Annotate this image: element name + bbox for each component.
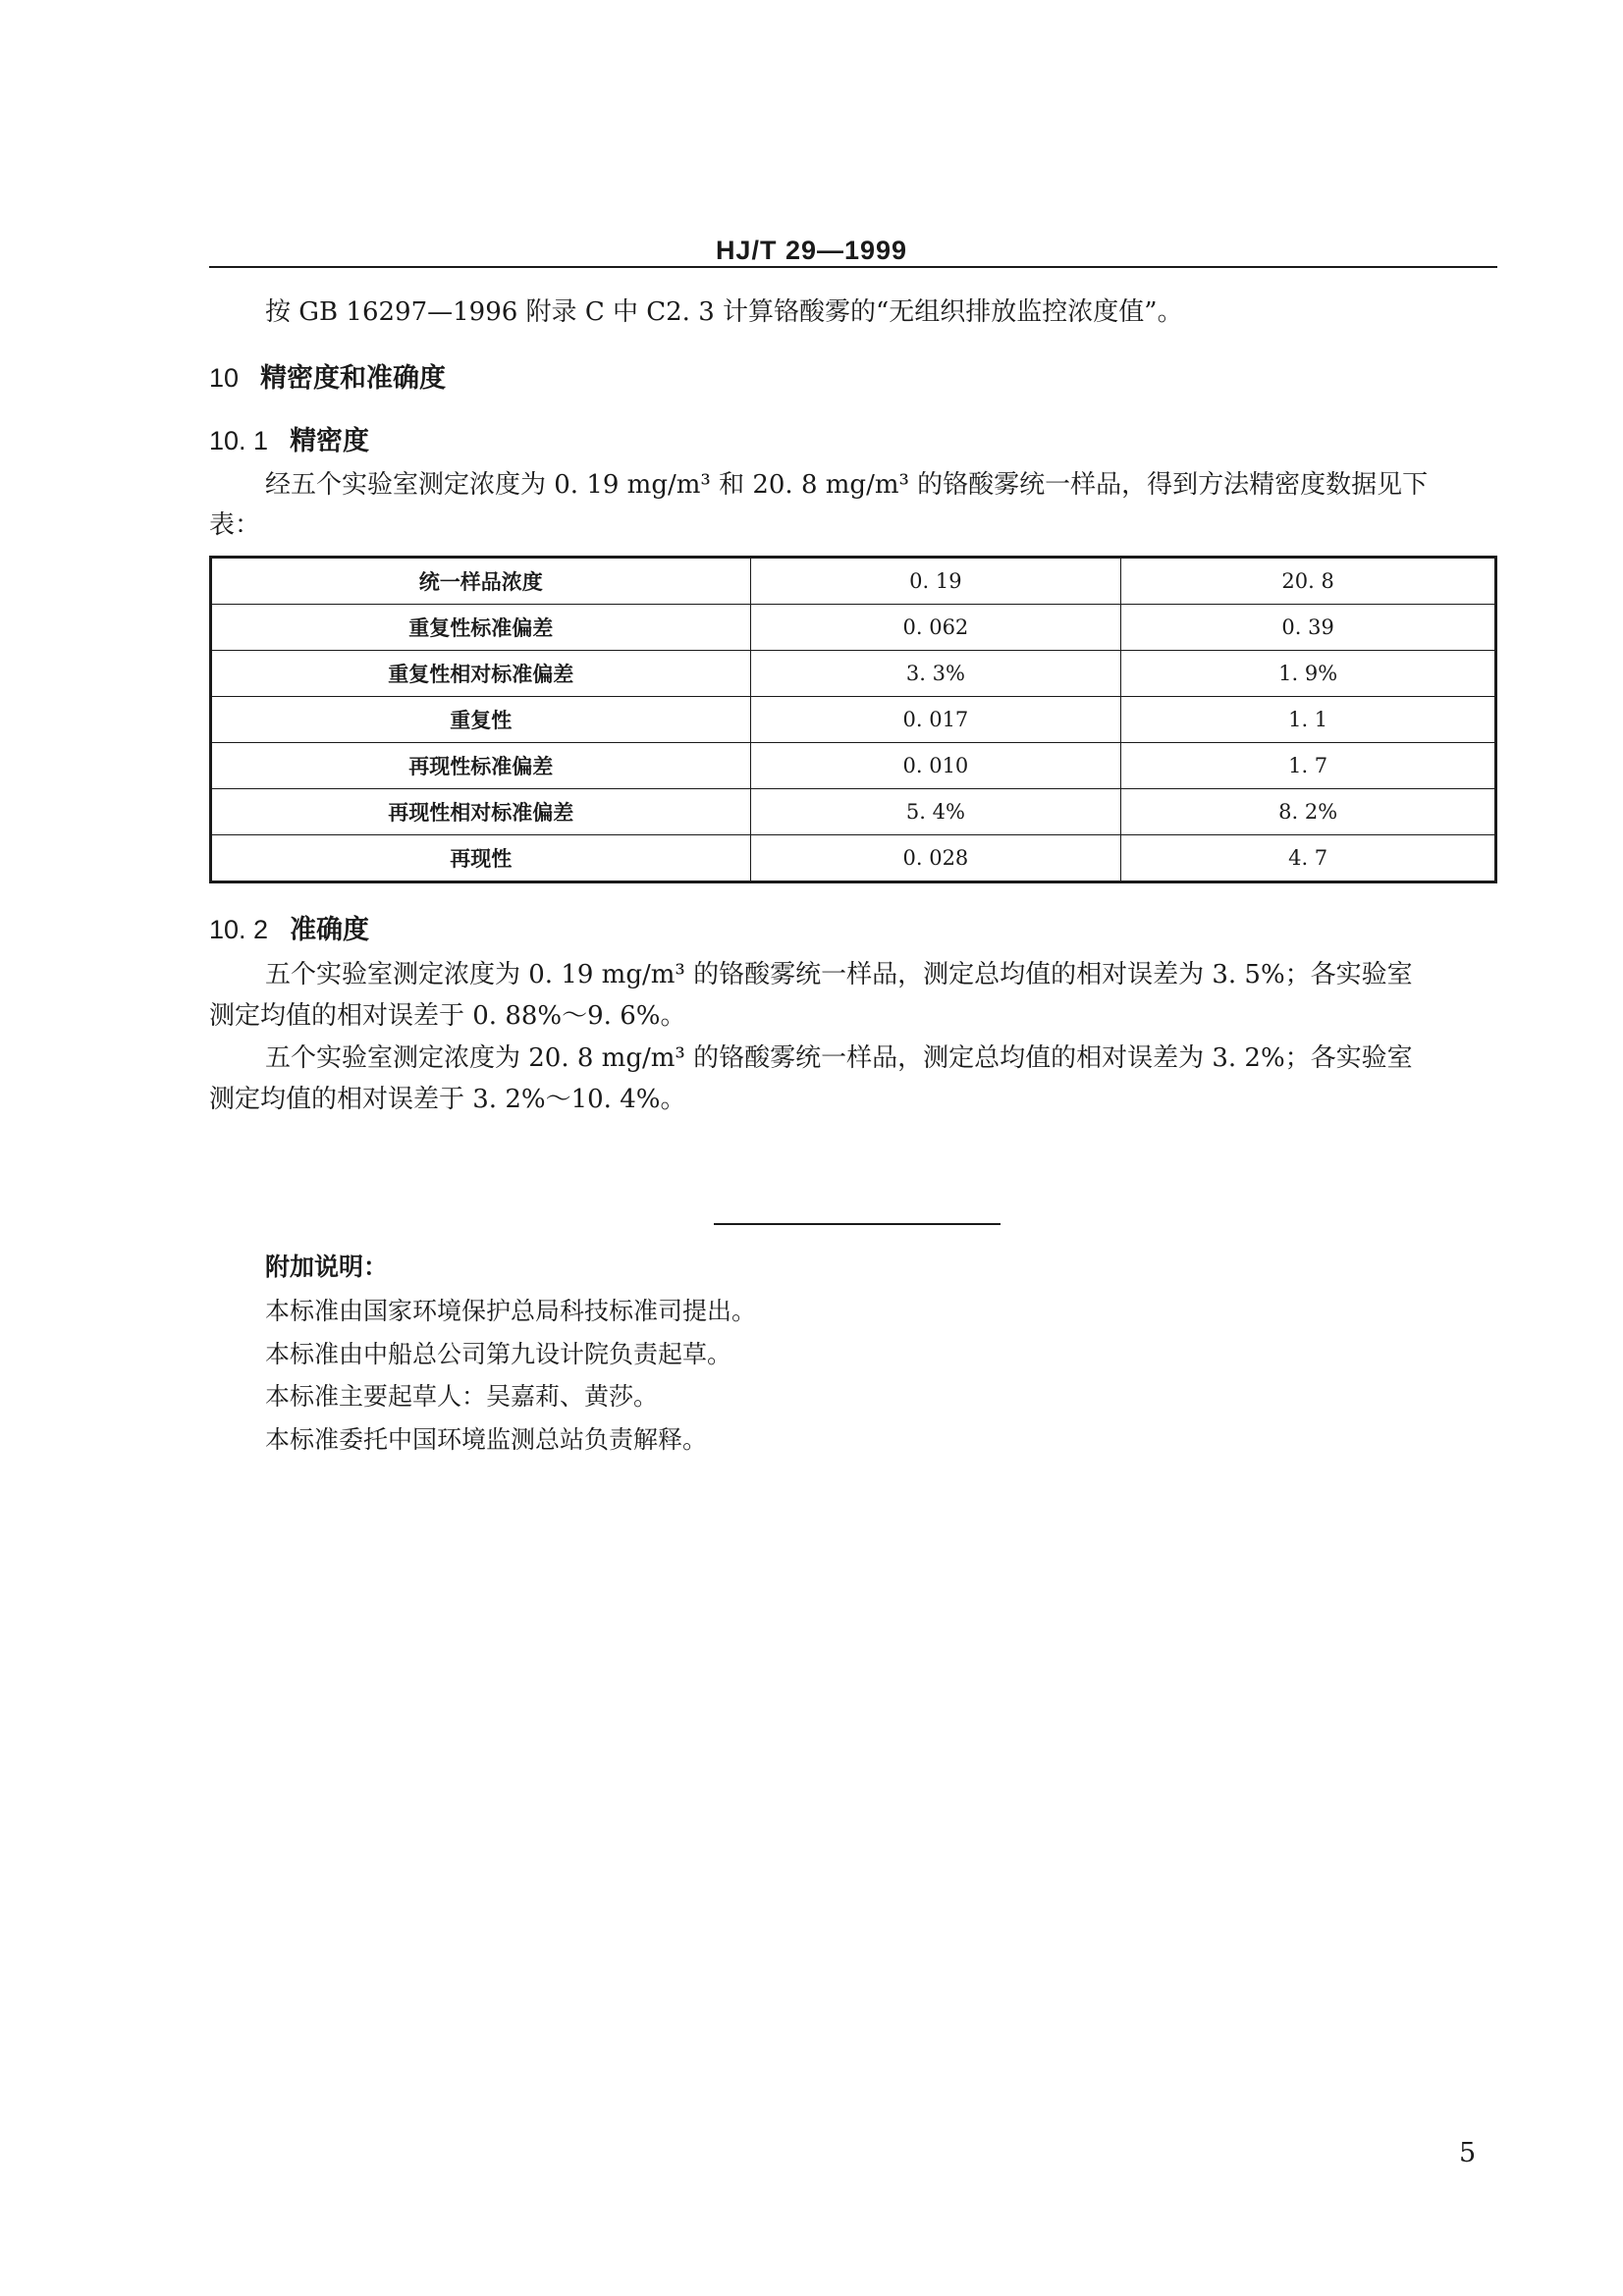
section-10-1-title: 精密度 [290, 426, 370, 456]
row-label: 再现性相对标准偏差 [211, 789, 751, 835]
value-20-8: 1. 7 [1121, 743, 1496, 789]
value-20-8: 8. 2% [1121, 789, 1496, 835]
table-row [211, 789, 1496, 835]
row-label: 再现性 [211, 835, 751, 882]
value-0-19: 0. 19 [750, 558, 1121, 605]
accuracy-para2-line2: 测定均值的相对误差于 3. 2%～10. 4%。 [209, 1085, 686, 1114]
value-20-8: 0. 39 [1121, 605, 1496, 651]
value-0-19: 0. 010 [750, 743, 1121, 789]
section-10-heading [209, 358, 446, 399]
header-rule [209, 266, 1497, 268]
value-20-8: 1. 1 [1121, 697, 1496, 743]
note-line: 本标准委托中国环境监测总站负责解释。 [265, 1425, 708, 1454]
notes-title: 附加说明： [265, 1253, 389, 1281]
value-0-19: 5. 4% [750, 789, 1121, 835]
note-line: 本标准由国家环境保护总局科技标准司提出。 [265, 1297, 757, 1325]
table-row [211, 651, 1496, 697]
value-20-8: 20. 8 [1121, 558, 1496, 605]
table-row [211, 558, 1496, 605]
value-0-19: 3. 3% [750, 651, 1121, 697]
row-label: 统一样品浓度 [211, 558, 751, 605]
note-line: 本标准主要起草人：吴嘉莉、黄莎。 [265, 1382, 659, 1411]
table-row [211, 697, 1496, 743]
table-row [211, 605, 1496, 651]
section-10-2-heading [209, 910, 369, 950]
value-0-19: 0. 028 [750, 835, 1121, 882]
row-label: 重复性相对标准偏差 [211, 651, 751, 697]
section-10-1-heading [209, 421, 369, 461]
value-0-19: 0. 062 [750, 605, 1121, 651]
precision-table [209, 556, 1497, 883]
standard-code-header: HJ/T 29—1999 [715, 236, 908, 265]
section-10-2-number: 10. 2 [209, 915, 269, 944]
table-row [211, 743, 1496, 789]
value-20-8: 1. 9% [1121, 651, 1496, 697]
section-10-title: 精密度和准确度 [260, 363, 447, 394]
note-line: 本标准由中船总公司第九设计院负责起草。 [265, 1340, 732, 1368]
table-row [211, 835, 1496, 882]
value-20-8: 4. 7 [1121, 835, 1496, 882]
accuracy-para1-line2: 测定均值的相对误差于 0. 88%～9. 6%。 [209, 1001, 686, 1031]
precision-text-line2: 表： [209, 510, 261, 540]
row-label: 重复性标准偏差 [211, 605, 751, 651]
value-0-19: 0. 017 [750, 697, 1121, 743]
precision-text-line1: 经五个实验室测定浓度为 0. 19 mg/m³ 和 20. 8 mg/m³ 的铬酸雾统一样品，得到方法精密度数据见下 [265, 470, 1429, 500]
section-10-2-title: 准确度 [290, 915, 370, 945]
row-label: 重复性 [211, 697, 751, 743]
notes-separator-rule [714, 1223, 1001, 1225]
row-label: 再现性标准偏差 [211, 743, 751, 789]
intro-paragraph: 按 GB 16297—1996 附录 C 中 C2. 3 计算铬酸雾的“无组织排放监控浓度值”。 [265, 297, 1183, 327]
accuracy-para1-line1: 五个实验室测定浓度为 0. 19 mg/m³ 的铬酸雾统一样品，测定总均值的相对误差为 3. 5%；各实验室 [265, 960, 1413, 989]
section-10-number: 10 [209, 363, 240, 393]
page-number: 5 [1459, 2138, 1477, 2168]
section-10-1-number: 10. 1 [209, 426, 269, 455]
accuracy-para2-line1: 五个实验室测定浓度为 20. 8 mg/m³ 的铬酸雾统一样品，测定总均值的相对误差为 3. 2%；各实验室 [265, 1043, 1413, 1073]
